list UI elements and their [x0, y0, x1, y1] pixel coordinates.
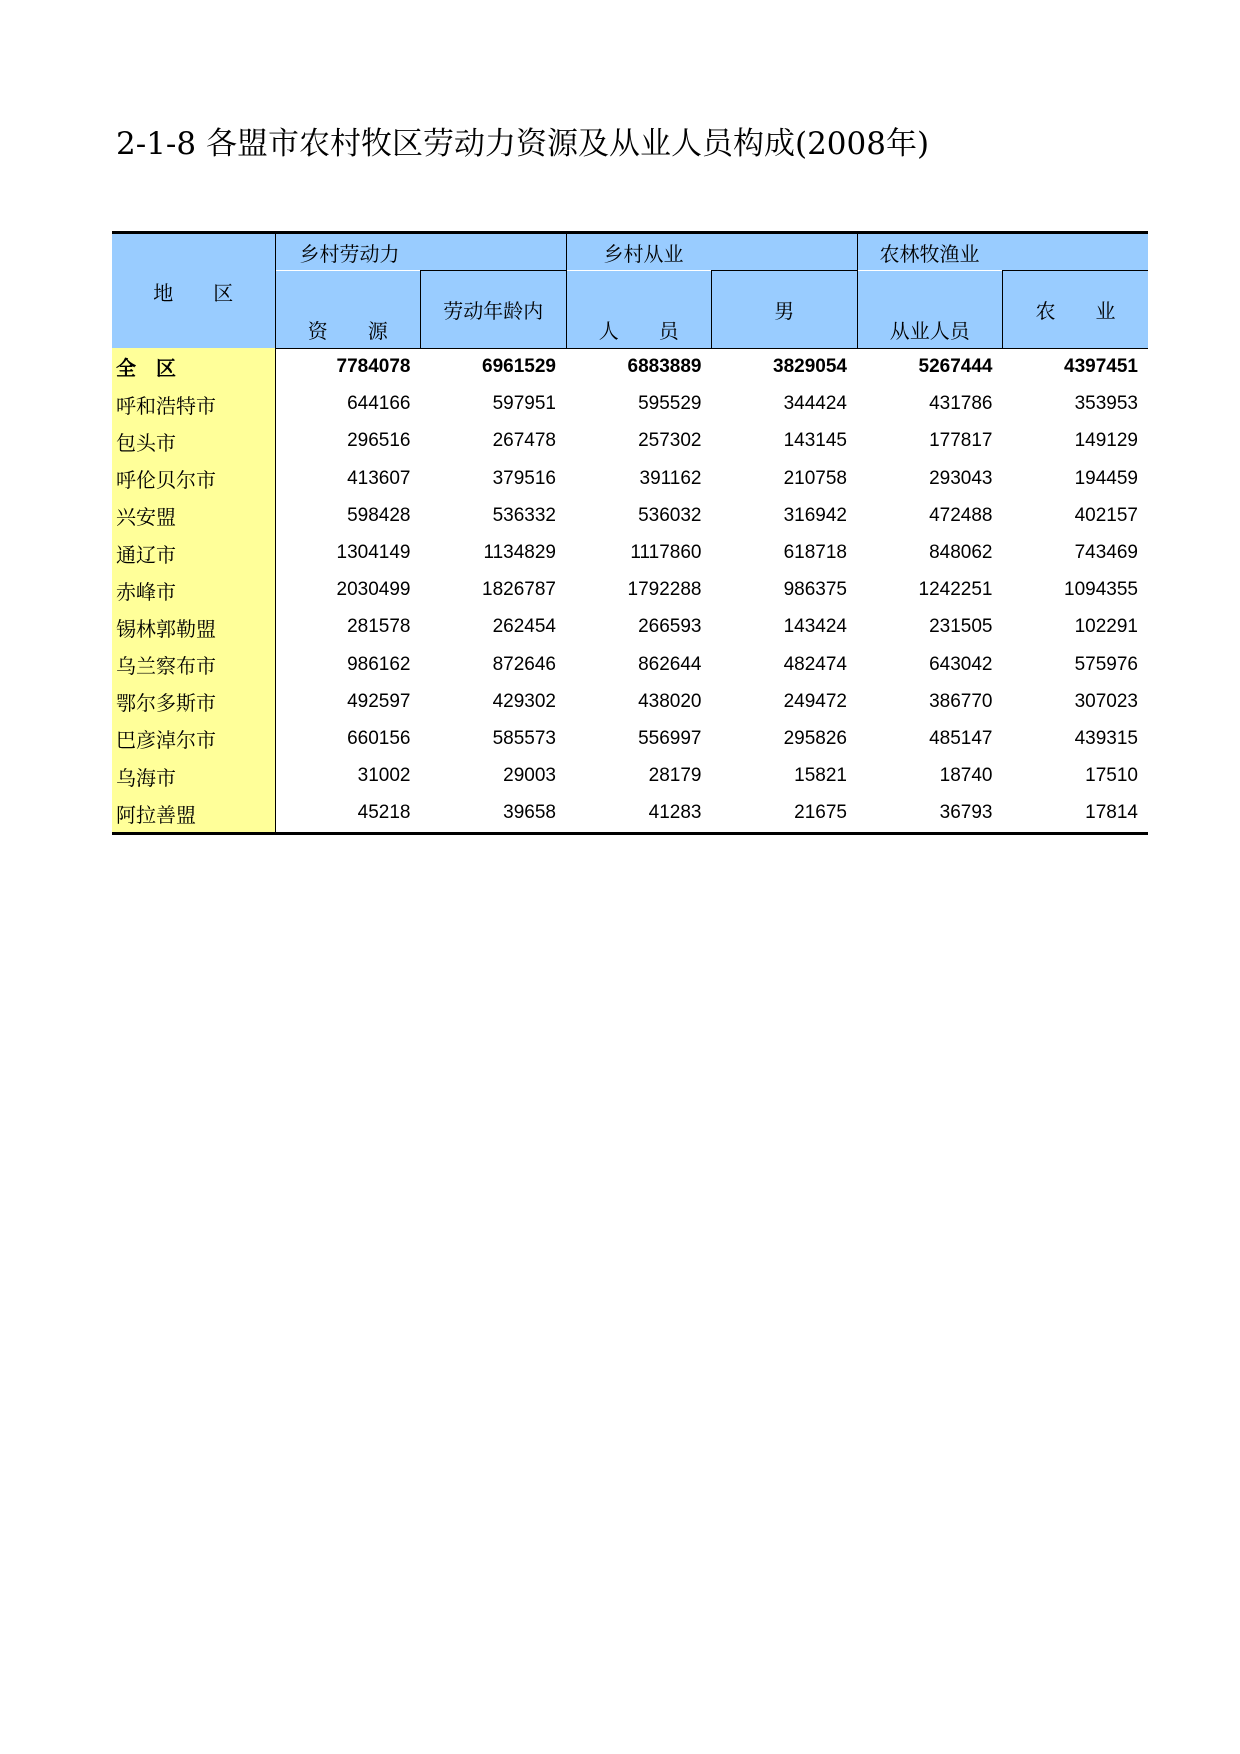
region-cell: 包头市 [112, 423, 275, 460]
header-male: 男 [712, 271, 858, 349]
cell-labor-resources: 644166 [347, 393, 411, 415]
region-cell: 呼伦贝尔市 [112, 460, 275, 497]
region-cell: 呼和浩特市 [112, 386, 275, 423]
header-group-rural-employed-label: 乡村从业 [603, 241, 684, 266]
cell-employed-persons: 41283 [566, 795, 712, 834]
cell-labor-resources: 492597 [347, 690, 411, 712]
cell-employed-persons: 556997 [638, 727, 702, 749]
cell-agri-employed: 386770 [929, 690, 993, 712]
cell-agri-employed: 431786 [929, 393, 993, 415]
cell-employed-persons: 1117860 [630, 542, 702, 564]
table-row [112, 534, 1148, 571]
header-group-rural-labor [275, 233, 566, 271]
cell-labor-resources: 986162 [347, 653, 411, 675]
header-rural-labor-resources: 资 源 [275, 271, 421, 349]
cell-farming: 102291 [1074, 616, 1138, 638]
cell-male: 3829054 [773, 356, 847, 378]
table-row [112, 460, 1148, 497]
cell-working-age: 429302 [492, 690, 556, 712]
cell-working-age: 6961529 [482, 356, 556, 378]
cell-male: 210758 [783, 467, 847, 489]
cell-farming: 17510 [1085, 765, 1138, 787]
cell-employed-persons: 28179 [648, 765, 702, 787]
cell-male: 249472 [783, 690, 847, 712]
table-row [112, 423, 1148, 460]
table-row [112, 386, 1148, 423]
cell-farming: 439315 [1074, 727, 1138, 749]
cell-labor-resources: 7784078 [336, 356, 411, 378]
cell-farming: 194459 [1074, 467, 1138, 489]
region-cell: 全 区 [112, 348, 275, 386]
cell-working-age: 379516 [492, 467, 556, 489]
cell-labor-resources: 2030499 [336, 579, 411, 601]
cell-employed-persons: 266593 [638, 616, 702, 638]
header-working-age: 劳动年龄内 [421, 271, 567, 349]
cell-farming: 307023 [1074, 690, 1138, 712]
cell-working-age: 536332 [492, 504, 556, 526]
cell-agri-employed: 177817 [929, 430, 993, 452]
table-row [112, 609, 1148, 646]
table-body [112, 348, 1148, 833]
cell-agri-employed: 643042 [929, 653, 993, 675]
region-cell: 阿拉善盟 [112, 795, 275, 834]
cell-labor-resources: 660156 [347, 727, 411, 749]
cell-agri-employed: 472488 [929, 504, 993, 526]
cell-labor-resources: 1304149 [336, 542, 411, 564]
cell-farming: 17814 [1003, 795, 1149, 834]
cell-employed-persons: 438020 [638, 690, 702, 712]
cell-labor-resources: 598428 [347, 504, 411, 526]
cell-male: 295826 [783, 727, 847, 749]
cell-agri-employed: 1242251 [918, 579, 993, 601]
table-row [112, 348, 1148, 386]
cell-labor-resources: 45218 [275, 795, 421, 834]
table-row [112, 572, 1148, 609]
region-cell: 赤峰市 [112, 572, 275, 609]
cell-employed-persons: 536032 [638, 504, 702, 526]
labor-resources-table [112, 231, 1148, 835]
cell-working-age: 597951 [492, 393, 556, 415]
region-cell: 乌海市 [112, 758, 275, 795]
region-cell: 鄂尔多斯市 [112, 683, 275, 720]
cell-farming: 1094355 [1064, 579, 1138, 601]
cell-male: 618718 [783, 542, 847, 564]
cell-working-age: 1826787 [482, 579, 556, 601]
cell-farming: 402157 [1074, 504, 1138, 526]
region-cell: 巴彦淖尔市 [112, 720, 275, 757]
cell-employed-persons: 1792288 [627, 579, 702, 601]
cell-male: 143145 [783, 430, 847, 452]
cell-agri-employed: 293043 [929, 467, 993, 489]
cell-agri-employed: 848062 [929, 542, 993, 564]
cell-working-age: 262454 [492, 616, 556, 638]
header-rural-employed-persons: 人 员 [566, 271, 712, 349]
cell-farming: 743469 [1074, 542, 1138, 564]
cell-male: 482474 [783, 653, 847, 675]
data-table-container [112, 231, 1148, 835]
header-farming: 农 业 [1003, 271, 1149, 349]
cell-farming: 353953 [1074, 393, 1138, 415]
cell-male: 21675 [712, 795, 858, 834]
cell-male: 15821 [794, 765, 847, 787]
region-cell: 锡林郭勒盟 [112, 609, 275, 646]
cell-working-age: 1134829 [483, 542, 556, 564]
cell-labor-resources: 413607 [347, 467, 411, 489]
table-row [112, 646, 1148, 683]
header-group-agriculture-label: 农林牧渔业 [879, 241, 980, 266]
cell-working-age: 29003 [503, 765, 556, 787]
cell-employed-persons: 391162 [639, 467, 702, 489]
cell-male: 143424 [783, 616, 847, 638]
cell-employed-persons: 6883889 [627, 356, 702, 378]
cell-employed-persons: 862644 [638, 653, 702, 675]
header-group-agriculture [857, 233, 1148, 271]
cell-working-age: 585573 [492, 727, 556, 749]
cell-agri-employed: 485147 [929, 727, 993, 749]
cell-labor-resources: 296516 [347, 430, 411, 452]
header-group-rural-employed [566, 233, 857, 271]
cell-agri-employed: 36793 [857, 795, 1003, 834]
cell-labor-resources: 281578 [347, 616, 411, 638]
table-row [112, 497, 1148, 534]
cell-working-age: 39658 [421, 795, 567, 834]
cell-agri-employed: 18740 [939, 765, 993, 787]
table-row [112, 720, 1148, 757]
table-row [112, 683, 1148, 720]
cell-labor-resources: 31002 [357, 765, 411, 787]
page-title: 2-1-8 各盟市农村牧区劳动力资源及从业人员构成(2008年) [116, 126, 930, 162]
cell-working-age: 267478 [492, 430, 556, 452]
header-agriculture-employed: 从业人员 [857, 271, 1003, 349]
cell-farming: 4397451 [1064, 356, 1138, 378]
region-cell: 兴安盟 [112, 497, 275, 534]
cell-employed-persons: 595529 [638, 393, 702, 415]
cell-working-age: 872646 [492, 653, 556, 675]
cell-agri-employed: 231505 [929, 616, 993, 638]
cell-employed-persons: 257302 [638, 430, 702, 452]
cell-male: 344424 [783, 393, 847, 415]
table-header [112, 233, 1148, 349]
table-row [112, 795, 1148, 834]
cell-male: 986375 [783, 579, 847, 601]
region-cell: 乌兰察布市 [112, 646, 275, 683]
cell-agri-employed: 5267444 [918, 356, 993, 378]
cell-farming: 575976 [1074, 653, 1138, 675]
header-region: 地 区 [112, 233, 275, 349]
cell-male: 316942 [783, 504, 847, 526]
header-group-rural-labor-label: 乡村劳动力 [299, 241, 400, 266]
cell-farming: 149129 [1074, 430, 1138, 452]
region-cell: 通辽市 [112, 534, 275, 571]
table-row [112, 758, 1148, 795]
